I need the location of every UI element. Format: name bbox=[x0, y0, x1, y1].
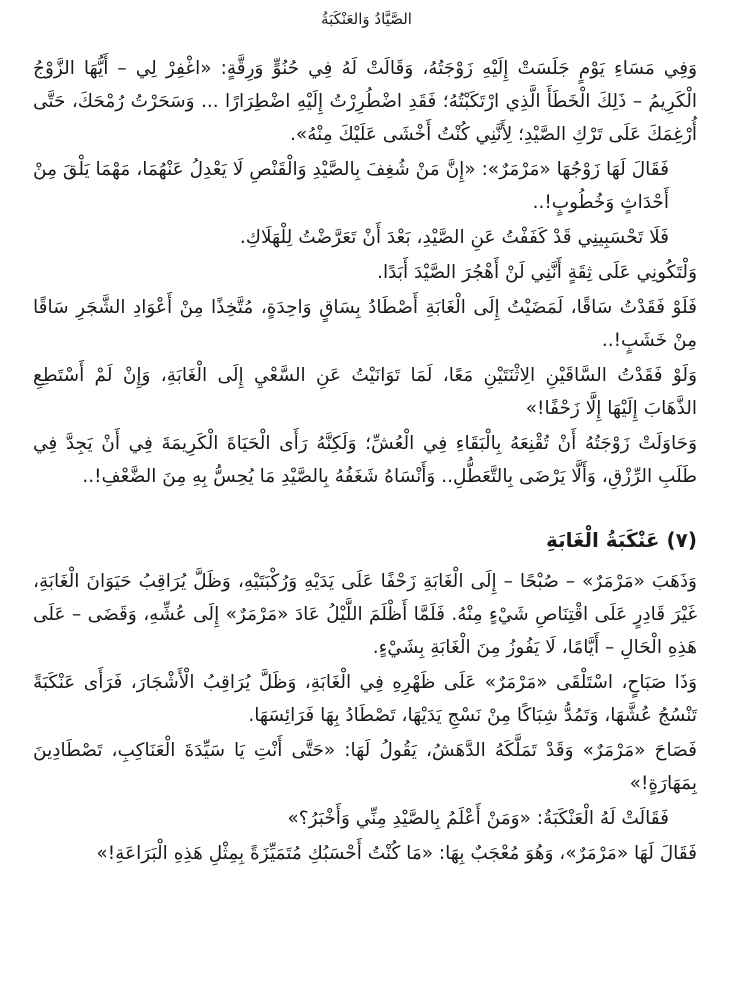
paragraph: وَحَاوَلَتْ زَوْجَتُهُ أَنْ تُقْنِعَهُ بِالْبَقَاءِ فِي الْعُشِّ؛ وَلَكِنَّهُ رَأَى الْحَيَاةَ الْكَرِيمَةَ فِي أَنْ يَجِدَّ فِي طَلَبِ الرِّزْقِ، وَأَلَّا يَرْضَى بِالتَّعَطُّلِ.. وَأَنْسَاهُ شَغَفُهُ بِالصَّيْدِ مَا يُحِسُّ بِهِ مِنَ الضَّعْفِ!.. bbox=[33, 433, 697, 487]
section-heading: (٧) عَنْكَبَةُ الْغَابَةِ bbox=[546, 528, 697, 552]
paragraph: فَصَاحَ «مَرْمَرٌ» وَقَدْ تَمَلَّكَهُ الدَّهَشُ، يَقُولُ لَهَا: «حَتَّى أَنْتِ يَا سَيِّدَةَ الْعَنَاكِبِ، تَصْطَادِينَ بِمَهَارَةٍ!» bbox=[33, 740, 697, 794]
paragraph: فَقَالَ لَهَا زَوْجُهَا «مَرْمَرٌ»: «إِنَّ مَنْ شُغِفَ بِالصَّيْدِ وَالْقَنْصِ لَا يَعْدِلُ عَنْهُمَا، مَهْمَا يَلْقَ مِنْ أَحْدَاثٍ وَخُطُوبٍ!.. bbox=[33, 159, 669, 213]
paragraph: وَذَهَبَ «مَرْمَرٌ» – صُبْحًا – إِلَى الْغَابَةِ زَحْفًا عَلَى يَدَيْهِ وَرُكْبَتَيْهِ، وَظَلَّ يُرَاقِبُ حَيَوَانَ الْغَابَةِ، غَيْرَ قَادِرٍ عَلَى اقْتِنَاصِ شَيْءٍ مِنْهُ. فَلَمَّا أَظْلَمَ اللَّيْلُ عَادَ «مَرْمَرٌ» إِلَى عُشِّهِ، وَقَضَى – عَلَى هَذِهِ الْحَالِ – أَيَّامًا، لَا يَفُوزُ مِنَ الْغَابَةِ بِشَيْءٍ. bbox=[33, 571, 697, 658]
paragraph: فَلَا تَحْسَبِينِي قَدْ كَفَفْتُ عَنِ الصَّيْدِ، بَعْدَ أَنْ تَعَرَّضْتُ لِلْهَلَاكِ. bbox=[239, 227, 669, 248]
paragraph: وَفِي مَسَاءِ يَوْمٍ جَلَسَتْ إِلَيْهِ زَوْجَتُهُ، وَقَالَتْ لَهُ فِي حُنُوٍّ وَرِقَّةٍ: «اغْفِرْ لِي – أَيُّهَا الزَّوْجُ الْكَرِيمُ – ذَلِكَ الْخَطَأَ الَّذِي ارْتَكَبْتُهُ؛ فَقَدِ اضْطُرِرْتُ إِلَيْهِ اضْطِرَارًا ... وَسَحَرْتُ رُمْحَكَ، حَتَّى أُرْغِمَكَ عَلَى تَرْكِ الصَّيْدِ؛ لِأَنَّنِي كُنْتُ أَخْشَى عَلَيْكَ مِنْهُ». bbox=[33, 58, 697, 145]
paragraph: فَقَالَ لَهَا «مَرْمَرٌ»، وَهُوَ مُعْجَبٌ بِهَا: «مَا كُنْتُ أَحْسَبُكِ مُتَمَيِّزَةً بِمِثْلِ هَذِهِ الْبَرَاعَةِ!» bbox=[96, 843, 697, 864]
paragraph: وَلْتَكُونِي عَلَى ثِقَةٍ أَنَّنِي لَنْ أَهْجُرَ الصَّيْدَ أَبَدًا. bbox=[377, 262, 697, 283]
running-header: الصَّيَّادُ وَالعَنْكَبَةُ bbox=[321, 10, 412, 28]
paragraph: فَقَالَتْ لَهُ الْعَنْكَبَةُ: «وَمَنْ أَعْلَمُ بِالصَّيْدِ مِنِّي وَأَخْبَرُ؟» bbox=[287, 808, 669, 829]
paragraph: فَلَوْ فَقَدْتُ سَاقًا، لَمَضَيْتُ إِلَى الْغَابَةِ أَصْطَادُ بِسَاقٍ وَاحِدَةٍ، مُتَّخِذًا مِنْ أَعْوَادِ الشَّجَرِ سَاقًا مِنْ خَشَبٍ!.. bbox=[33, 297, 697, 351]
paragraph: وَذَا صَبَاحٍ، اسْتَلْقَى «مَرْمَرٌ» عَلَى ظَهْرِهِ فِي الْغَابَةِ، وَظَلَّ يُرَاقِبُ الْأَشْجَارَ، فَرَأَى عَنْكَبَةً تَنْسُجُ عُشَّهَا، وَتَمُدُّ شِبَاكًا مِنْ نَسْجِ يَدَيْهَا، تَصْطَادُ بِهَا فَرَائِسَهَا. bbox=[33, 672, 697, 726]
text-body bbox=[33, 52, 697, 872]
paragraph: وَلَوْ فَقَدْتُ السَّاقَيْنِ الِاثْنَتَيْنِ مَعًا، لَمَا تَوَانَيْتُ عَنِ السَّعْيِ إِلَى الْغَابَةِ، وَإِنْ لَمْ أَسْتَطِعِ الذَّهَابَ إِلَيْهَا إِلَّا زَحْفًا!» bbox=[33, 365, 697, 419]
